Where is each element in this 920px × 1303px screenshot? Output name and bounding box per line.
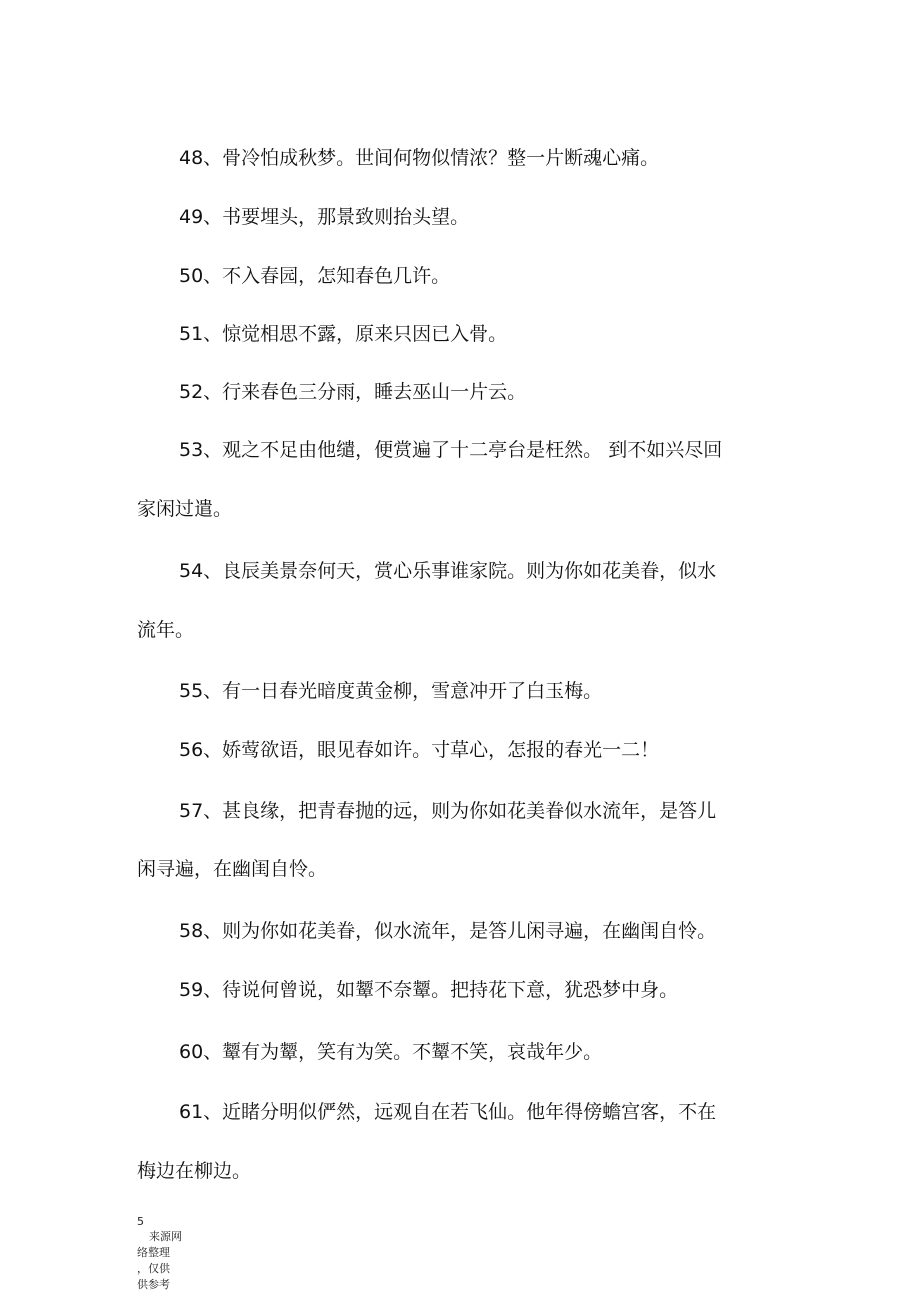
quote-52: 52、行来春色三分雨，睡去巫山一片云。 [179,381,527,403]
quote-61-line-2: 梅边在柳边。 [137,1160,252,1182]
quote-53-line-1: 53、观之不足由他缱，便赏遍了十二亭台是枉然。 到不如兴尽回 [179,439,723,461]
quote-55: 55、有一日春光暗度黄金柳，雪意冲开了白玉梅。 [179,680,603,702]
quote-57-line-1: 57、甚良缘，把青春抛的远，则为你如花美眷似水流年，是答儿 [179,800,717,822]
quote-60: 60、颦有为颦，笑有为笑。不颦不笑，哀哉年少。 [179,1041,603,1063]
quote-48: 48、骨冷怕成秋梦。世间何物似情浓？整一片断魂心痛。 [179,147,660,169]
source-note-line-3: ，仅供 [137,1262,170,1275]
quote-49: 49、书要埋头，那景致则抬头望。 [179,206,470,228]
quote-51: 51、惊觉相思不露，原来只因已入骨。 [179,323,508,345]
quote-54-line-2: 流年。 [137,619,195,641]
quote-59: 59、待说何曾说，如颦不奈颦。把持花下意，犹恐梦中身。 [179,979,679,1001]
quote-53-line-2: 家闲过遣。 [137,498,233,520]
quote-56: 56、娇莺欲语，眼见春如许。寸草心，怎报的春光一二！ [179,739,660,761]
quote-61-line-1: 61、近睹分明似俨然，远观自在若飞仙。他年得傍蟾宫客，不在 [179,1101,717,1123]
quote-58: 58、则为你如花美眷，似水流年，是答儿闲寻遍，在幽闺自怜。 [179,920,717,942]
quote-57-line-2: 闲寻遍，在幽闺自怜。 [137,858,328,880]
source-note-line-1: 来源网 [149,1230,182,1243]
source-note-line-4: 供参考 [137,1278,170,1291]
source-note-line-2: 络整理 [137,1246,170,1259]
page-number: 5 [137,1215,144,1228]
quote-54-line-1: 54、良辰美景奈何天，赏心乐事谁家院。则为你如花美眷，似水 [179,560,717,582]
quote-50: 50、不入春园，怎知春色几许。 [179,265,451,287]
